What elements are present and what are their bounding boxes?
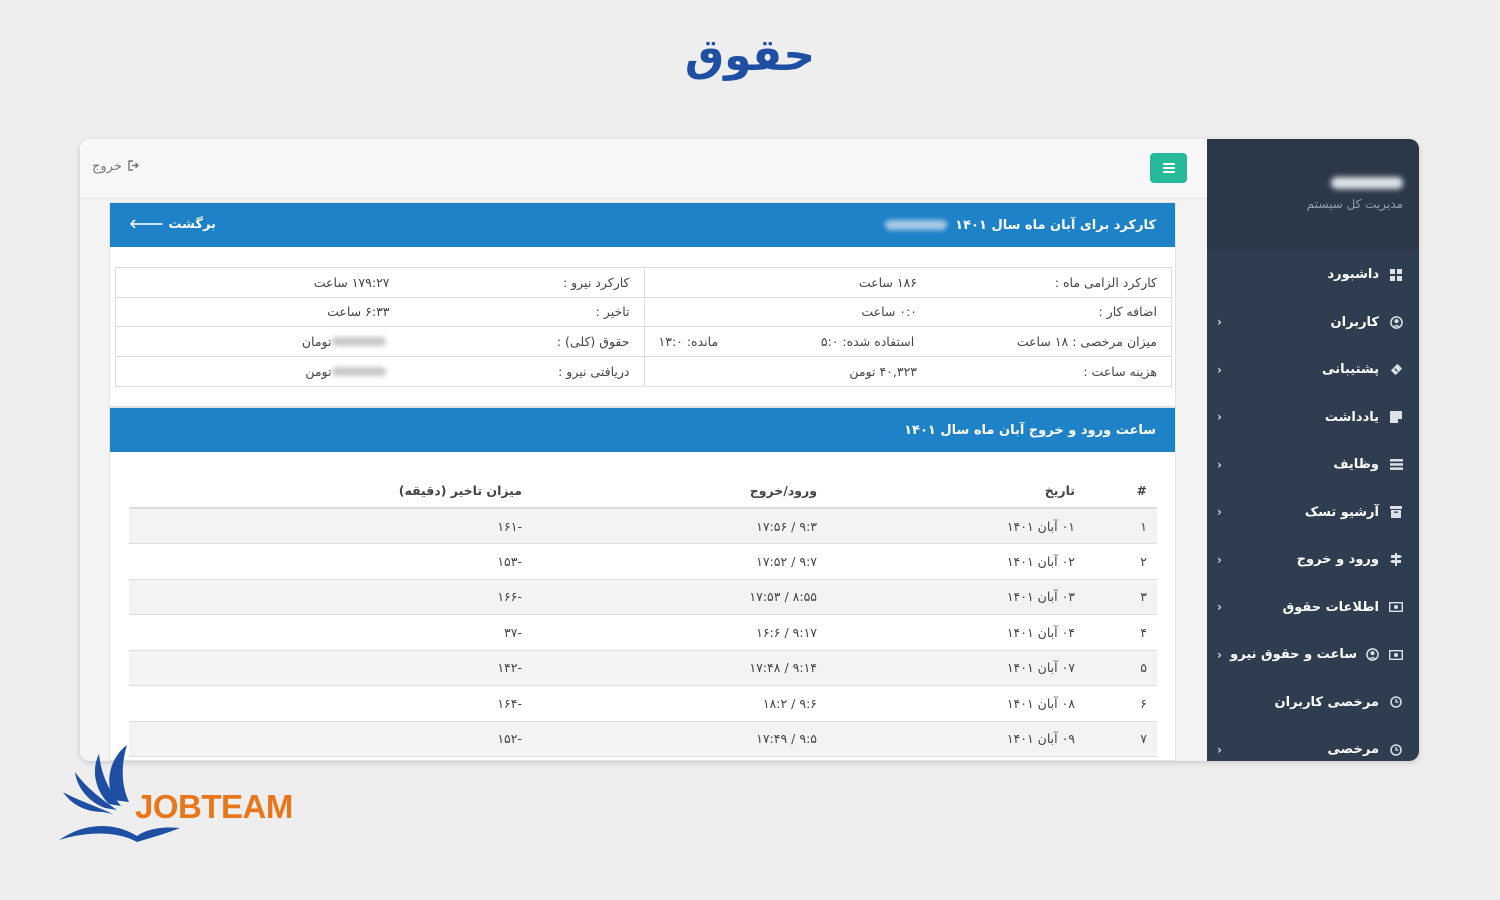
user-icon [1365,648,1379,662]
sidebar-item-staff-hours-salary[interactable] [1207,631,1419,679]
employee-name-blurred [885,220,947,230]
total-salary-label: حقوق (کلی) : [556,333,630,349]
worked-hours-label: کارکرد نیرو : [562,274,630,290]
attendance-title: ساعت ورود و خروج آبان ماه سال ۱۴۰۱ [904,422,1156,438]
hourly-cost-label: هزینه ساعت : [1083,363,1157,379]
sidebar [1207,139,1419,761]
row-date: ۰۲ آبان ۱۴۰۱ [827,544,1085,580]
column-header: تاریخ [827,474,1085,508]
row-date: ۰۱ آبان ۱۴۰۱ [827,508,1085,544]
sidebar-item-label: وظایف [1333,457,1379,473]
sidebar-item-label: کاربران [1330,314,1379,330]
leave-remaining: مانده: ۱۳:۰ [658,333,719,349]
summary-cell [644,298,1172,327]
chevron-left-icon: ‹ [1217,315,1222,330]
row-in-out: ۹:۱۴ / ۱۷:۴۸ [532,650,827,686]
summary-cell [644,327,1172,356]
back-label: برگشت [168,217,216,232]
row-number: ۱ [1085,508,1157,544]
chevron-left-icon: ‹ [1217,742,1222,757]
hamburger-icon [1163,163,1175,173]
sidebar-item-support[interactable] [1207,346,1419,394]
row-date: ۰۹ آبان ۱۴۰۱ [827,721,1085,757]
row-in-out: ۹:۳ / ۱۷:۵۶ [532,508,827,544]
worked-hours-value: ۱۷۹:۲۷ ساعت [313,274,390,290]
row-delay: -۱۶۶ [129,579,532,615]
delay-value: ۶:۳۳ ساعت [327,304,390,320]
row-delay: -۱۶۱ [129,508,532,544]
sidebar-menu [1207,249,1419,761]
tasks-icon [1389,458,1403,472]
summary-cell [644,357,1172,387]
back-button[interactable] [129,216,216,232]
sidebar-item-label: یادداشت [1324,409,1379,425]
sidebar-item-users[interactable] [1207,299,1419,347]
row-date: ۰۴ آبان ۱۴۰۱ [827,615,1085,651]
chevron-left-icon: ‹ [1217,552,1222,567]
jobteam-logo [55,740,305,850]
sidebar-item-tasks[interactable] [1207,441,1419,489]
leave-total: میزان مرخصی : ۱۸ ساعت [1016,333,1157,349]
row-number: ۴ [1085,615,1157,651]
attendance-table [129,474,1157,757]
required-hours-label: کارکرد الزامی ماه : [1054,274,1157,290]
summary-row [116,327,1171,357]
summary-row [116,357,1171,387]
attendance-header [110,408,1175,452]
hourly-cost-value: ۴۰,۳۲۳ تومن [849,363,917,379]
summary-row [116,268,1171,298]
dashboard-icon [1389,268,1403,282]
table-row [129,686,1157,722]
row-delay: -۱۶۴ [129,686,532,722]
sidebar-item-label: مرخصی [1327,742,1379,758]
row-number: ۷ [1085,721,1157,757]
row-delay: -۱۵۲ [129,721,532,757]
attendance-panel [109,407,1176,761]
column-header: میزان تاخیر (دقیقه) [129,474,532,508]
summary-cell [116,268,644,297]
table-row [129,579,1157,615]
leave-used: استفاده شده: ۵:۰ [820,333,915,349]
overtime-label: اضافه کار : [1098,304,1157,320]
top-bar [80,139,1207,199]
sidebar-item-label: آرشیو تسک [1304,504,1379,520]
chevron-left-icon: ‹ [1217,505,1222,520]
required-hours-value: ۱۸۶ ساعت [858,274,917,290]
overtime-value: ۰:۰ ساعت [861,304,917,320]
row-number: ۶ [1085,686,1157,722]
sidebar-item-attendance[interactable] [1207,536,1419,584]
sidebar-item-dashboard[interactable] [1207,251,1419,299]
table-row [129,650,1157,686]
sidebar-item-label: ساعت و حقوق نیرو [1230,647,1357,663]
row-delay: -۱۵۳ [129,544,532,580]
logout-label: خروج [92,159,122,174]
row-in-out: ۹:۶ / ۱۸:۲ [532,686,827,722]
sidebar-item-label: ورود و خروج [1296,552,1379,568]
net-pay-label: دریافتی نیرو : [558,363,630,379]
user-role: مدیریت کل سیستم [1306,197,1403,211]
ticket-icon [1389,363,1403,377]
logout-link[interactable] [92,159,140,174]
logo-text: JOBTEAM [135,788,293,825]
table-header-row [129,474,1157,508]
summary-cell [116,298,644,327]
sidebar-item-label: پشتیبانی [1322,362,1379,378]
summary-table [115,267,1172,387]
note-icon [1389,410,1403,424]
row-number: ۲ [1085,544,1157,580]
sidebar-item-task-archive[interactable] [1207,489,1419,537]
net-pay-value-blurred [332,367,386,376]
total-salary-unit: تومان [301,333,332,349]
row-in-out: ۸:۵۵ / ۱۷:۵۳ [532,579,827,615]
summary-cell [116,327,644,356]
chevron-left-icon: ‹ [1217,457,1222,472]
salary-value-blurred [332,337,386,346]
row-date: ۰۷ آبان ۱۴۰۱ [827,650,1085,686]
summary-title: کارکرد برای آبان ماه سال ۱۴۰۱ [955,217,1156,233]
row-in-out: ۹:۷ / ۱۷:۵۲ [532,544,827,580]
table-row [129,508,1157,544]
row-delay: -۱۴۲ [129,650,532,686]
sidebar-item-label: مرخصی کاربران [1274,694,1379,710]
money-icon [1389,600,1403,614]
page-title: حقوق [684,30,816,81]
signpost-icon [1389,553,1403,567]
delay-label: تاخیر : [595,304,630,320]
menu-toggle-button[interactable] [1150,153,1187,183]
user-profile [1207,139,1419,249]
arrow-left-icon: 🡐 [129,217,164,232]
sidebar-item-notes[interactable] [1207,394,1419,442]
column-header: # [1085,474,1157,508]
summary-row [116,298,1171,328]
chevron-left-icon: ‹ [1217,410,1222,425]
table-row [129,615,1157,651]
chevron-left-icon: ‹ [1217,600,1222,615]
table-row [129,544,1157,580]
sidebar-item-label: اطلاعات حقوق [1282,599,1379,615]
sign-out-icon [128,160,140,174]
row-in-out: ۹:۵ / ۱۷:۴۹ [532,721,827,757]
row-date: ۰۸ آبان ۱۴۰۱ [827,686,1085,722]
chevron-left-icon: ‹ [1217,647,1222,662]
summary-cell [644,268,1172,297]
user-name-blurred [1331,177,1403,189]
row-in-out: ۹:۱۷ / ۱۶:۶ [532,615,827,651]
sidebar-item-label: داشبورد [1327,267,1379,283]
clock-icon [1389,743,1403,757]
chevron-left-icon: ‹ [1217,362,1222,377]
sidebar-item-salary-info[interactable] [1207,584,1419,632]
row-number: ۳ [1085,579,1157,615]
clock-icon [1389,695,1403,709]
column-header: ورود/خروج [532,474,827,508]
sidebar-item-leave[interactable] [1207,726,1419,761]
archive-icon [1389,505,1403,519]
user-icon [1389,315,1403,329]
app-window [80,139,1419,761]
row-delay: -۳۷ [129,615,532,651]
summary-header [110,203,1175,247]
row-date: ۰۳ آبان ۱۴۰۱ [827,579,1085,615]
sidebar-item-users-leave[interactable] [1207,679,1419,727]
main-content [80,139,1207,761]
summary-panel [109,202,1176,407]
net-pay-unit: تومن [305,363,332,379]
summary-cell [116,357,644,387]
money-icon [1389,648,1403,662]
row-number: ۵ [1085,650,1157,686]
